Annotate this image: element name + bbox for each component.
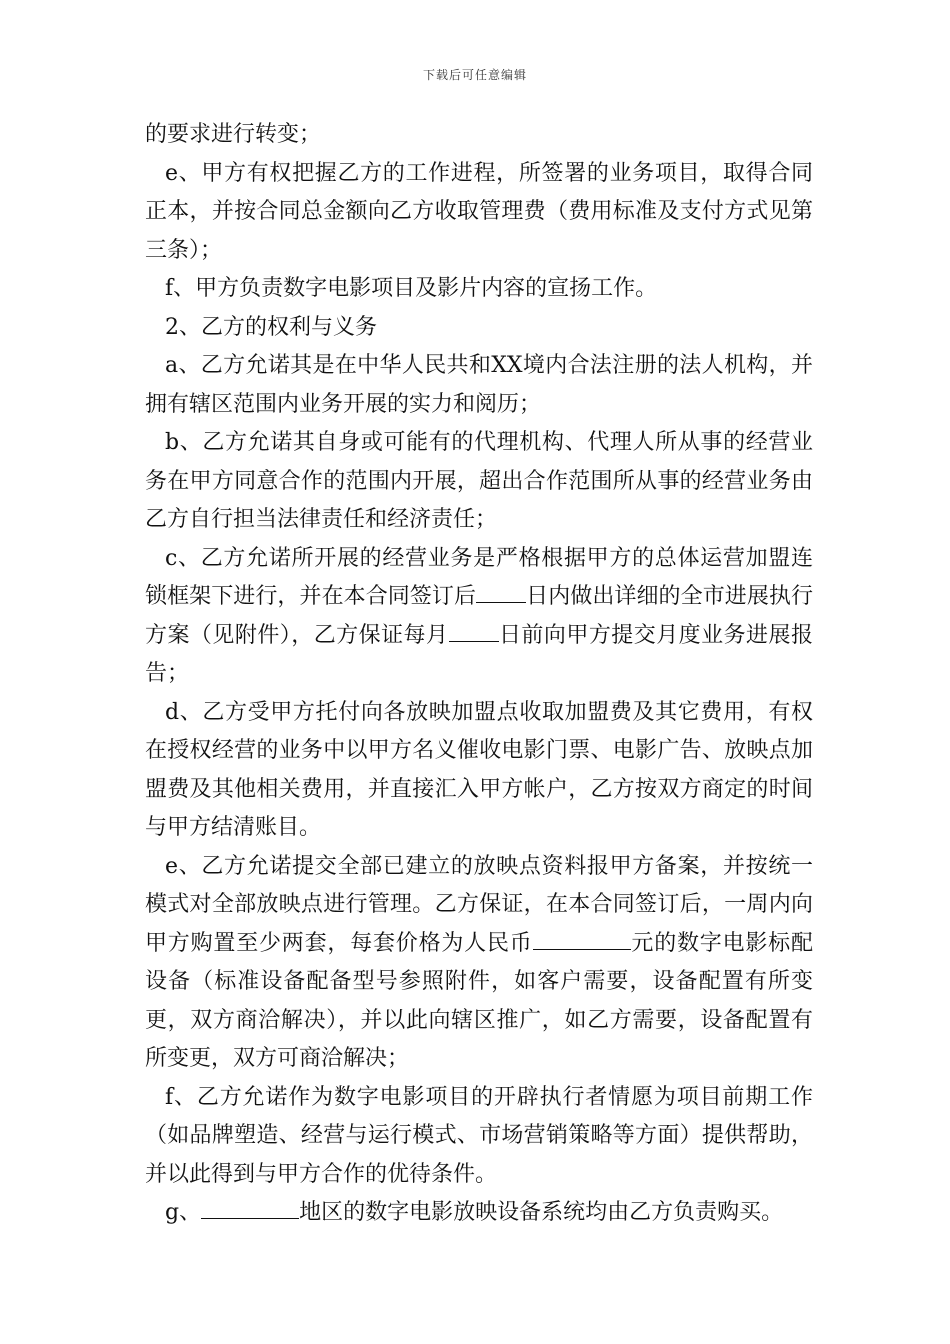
section-heading: 2、乙方的权利与义务 bbox=[165, 314, 377, 340]
paragraph: a、乙方允诺其是在中华人民共和XX境内合法注册的法人机构，并拥有辖区范围内业务开展的实力和阅历； bbox=[145, 353, 813, 417]
paragraph-text: 元的数字电影标配设备（标准设备配备型号参照附件，如客户需要，设备配置有所变更，双方商洽解决），并以此向辖区推广，如乙方需要，设备配置有所变更，双方可商洽解决； bbox=[145, 930, 813, 1071]
paragraph: d、乙方受甲方托付向各放映加盟点收取加盟费及其它费用，有权在授权经营的业务中以甲方名义催收电影门票、电影广告、放映点加盟费及其他相关费用，并直接汇入甲方帐户，乙方按双方商定的时间与甲方结清账目。 bbox=[145, 699, 813, 840]
paragraph-text: e、乙方允诺提交全部已建立的放映点资料报甲方备案，并按统一模式对全部放映点进行管理。乙方保证，在本合同签订后，一周内向甲方购置至少两套，每套价格为人民币 bbox=[145, 853, 813, 956]
paragraph-text: 地区的数字电影放映设备系统均由乙方负责购买。 bbox=[299, 1200, 784, 1225]
paragraph: b、乙方允诺其自身或可能有的代理机构、代理人所从事的经营业务在甲方同意合作的范围内开展，超出合作范围所从事的经营业务由乙方自行担当法律责任和经济责任； bbox=[145, 430, 813, 532]
fill-blank-price bbox=[533, 927, 631, 950]
paragraph bbox=[145, 848, 813, 1079]
paragraph: f、乙方允诺作为数字电影项目的开辟执行者情愿为项目前期工作（如品牌塑造、经营与运行模式、市场营销策略等方面）提供帮助，并以此得到与甲方合作的优待条件。 bbox=[145, 1084, 813, 1187]
paragraph bbox=[145, 1194, 813, 1233]
paragraph-text: c、乙方允诺所开展的经营业务是严格根据甲方的总体运营加盟连锁框架下进行，并在本合同签订后 bbox=[145, 545, 813, 609]
paragraph-text: g、 bbox=[165, 1200, 202, 1225]
paragraph-text: 日内做出详细的全市进展执行方案（见附件），乙方保证每月 bbox=[145, 584, 813, 648]
paragraph: e、甲方有权把握乙方的工作进程，所签署的业务项目，取得合同正本，并按合同总金额向乙方收取管理费（费用标准及支付方式见第三条）； bbox=[145, 160, 813, 263]
paragraph: 的要求进行转变； bbox=[145, 122, 322, 147]
fill-blank-day-of-month bbox=[449, 619, 499, 642]
paragraph: f、甲方负责数字电影项目及影片内容的宣扬工作。 bbox=[165, 276, 658, 301]
paragraph bbox=[145, 540, 813, 694]
paragraph-text: 日前向甲方提交月度业务进展报告； bbox=[145, 622, 813, 686]
document-body bbox=[145, 116, 813, 1233]
fill-blank-days bbox=[476, 580, 526, 603]
page-header: 下载后可任意编辑 bbox=[422, 68, 527, 82]
fill-blank-region bbox=[201, 1196, 299, 1219]
